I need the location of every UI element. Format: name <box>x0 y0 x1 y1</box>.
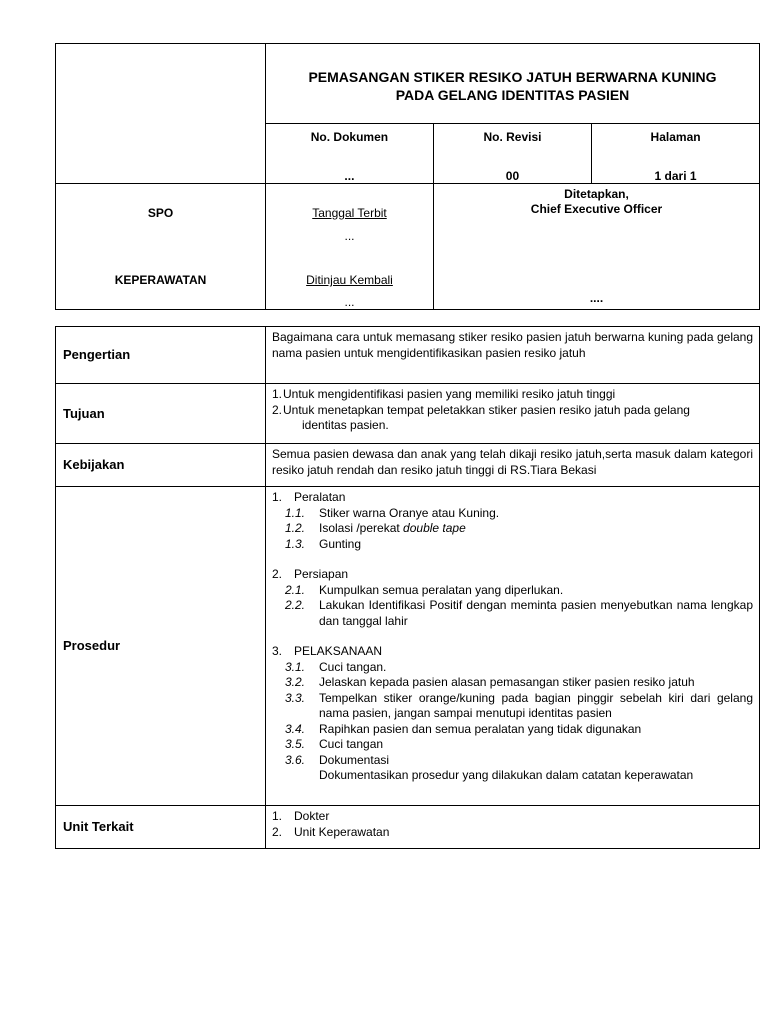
list-item: 3.2. Jelaskan kepada pasien alasan pemasangan stiker pasien resiko jatuh <box>285 675 695 689</box>
list-item-continuation: identitas pasien. <box>302 418 389 432</box>
list-item: 1.2. Isolasi /perekat double tape <box>285 521 466 535</box>
issued-value: ... <box>344 229 355 243</box>
doc-number-value: ... <box>344 169 355 183</box>
unit-label: KEPERAWATAN <box>114 273 207 287</box>
page-cell <box>592 124 759 184</box>
procedure-content <box>55 326 760 849</box>
list-item: 3.4. Rapihkan pasien dan semua peralatan yang tidak digunakan <box>285 721 642 736</box>
document-title: PEMASANGAN STIKER RESIKO JATUH BERWARNA KUNING PADA GELANG IDENTITAS PASIEN <box>308 69 717 103</box>
prosedur-label: Prosedur <box>56 487 266 806</box>
established-line1: Ditetapkan, <box>564 187 629 201</box>
spo-cell <box>56 184 266 310</box>
doc-number-label: No. Dokumen <box>310 130 389 144</box>
doc-number-cell <box>266 124 433 184</box>
dates-cell <box>266 184 434 310</box>
kebijakan-label: Kebijakan <box>56 444 266 487</box>
pengertian-label: Pengertian <box>56 327 266 384</box>
section-heading: 2. Persiapan <box>272 567 349 581</box>
kebijakan-text: Semua pasien dewasa dan anak yang telah dikaji resiko jatuh,serta masuk dalam kategori resiko jatuh rendah dan resiko jatuh tinggi di RS.Tiara Bekasi <box>266 444 760 487</box>
section-heading: 1. Peralatan <box>272 490 346 504</box>
reviewed-value: ... <box>344 295 355 309</box>
signature-value: .... <box>589 291 604 305</box>
unit-terkait-list <box>266 806 760 849</box>
list-item: 2.1. Kumpulkan semua peralatan yang diperlukan. <box>285 582 564 597</box>
list-item: 1. Dokter <box>272 809 330 823</box>
list-item: 3.1. Cuci tangan. <box>285 659 387 674</box>
reviewed-label: Ditinjau Kembali <box>306 273 393 287</box>
unit-terkait-label: Unit Terkait <box>56 806 266 849</box>
list-item: 3.3. Tempelkan stiker orange/kuning pada bagian pinggir sebelah kiri dari gelang nama pasien, jangan sampai menutupi identitas pasien <box>285 690 753 720</box>
prosedur-body <box>266 487 760 806</box>
revision-value: 00 <box>505 169 520 183</box>
list-item: 2. Untuk menetapkan tempat peletakkan stiker pasien resiko jatuh pada gelang <box>272 402 690 417</box>
list-item: 2.2. Lakukan Identifikasi Positif dengan meminta pasien menyebutkan nama lengkap dan tanggal lahir <box>285 598 753 628</box>
revision-label: No. Revisi <box>483 130 542 144</box>
section-heading: 3. PELAKSANAAN <box>272 644 383 658</box>
documentation-note: Dokumentasikan prosedur yang dilakukan dalam catatan keperawatan <box>319 768 694 782</box>
row-pengertian <box>56 327 760 384</box>
list-item: 1.1. Stiker warna Oranye atau Kuning. <box>285 505 500 520</box>
document-meta <box>266 123 759 183</box>
row-prosedur <box>56 487 760 806</box>
established-cell <box>434 184 760 310</box>
tujuan-label: Tujuan <box>56 384 266 444</box>
list-item: 1.3. Gunting <box>285 536 362 551</box>
title-block <box>266 44 760 184</box>
tujuan-list <box>266 384 760 444</box>
page-value: 1 dari 1 <box>654 169 697 183</box>
revision-cell <box>433 124 591 184</box>
row-kebijakan <box>56 444 760 487</box>
pengertian-text: Bagaimana cara untuk memasang stiker resiko pasien jatuh berwarna kuning pada gelang nama pasien untuk mengidentifikasikan pasien resiko jatuh <box>266 327 760 384</box>
row-tujuan <box>56 384 760 444</box>
document-header <box>55 43 760 310</box>
row-unit-terkait <box>56 806 760 849</box>
spo-label: SPO <box>147 206 174 220</box>
list-item: 1. Untuk mengidentifikasi pasien yang memiliki resiko jatuh tinggi <box>272 387 616 401</box>
list-item: 3.6. Dokumentasi <box>285 752 390 767</box>
list-item: 3.5. Cuci tangan <box>285 737 384 751</box>
list-item: 2. Unit Keperawatan <box>272 824 390 839</box>
established-line2: Chief Executive Officer <box>530 202 663 216</box>
logo-area <box>56 44 266 184</box>
issued-label: Tanggal Terbit <box>312 206 387 220</box>
page-label: Halaman <box>650 130 701 144</box>
